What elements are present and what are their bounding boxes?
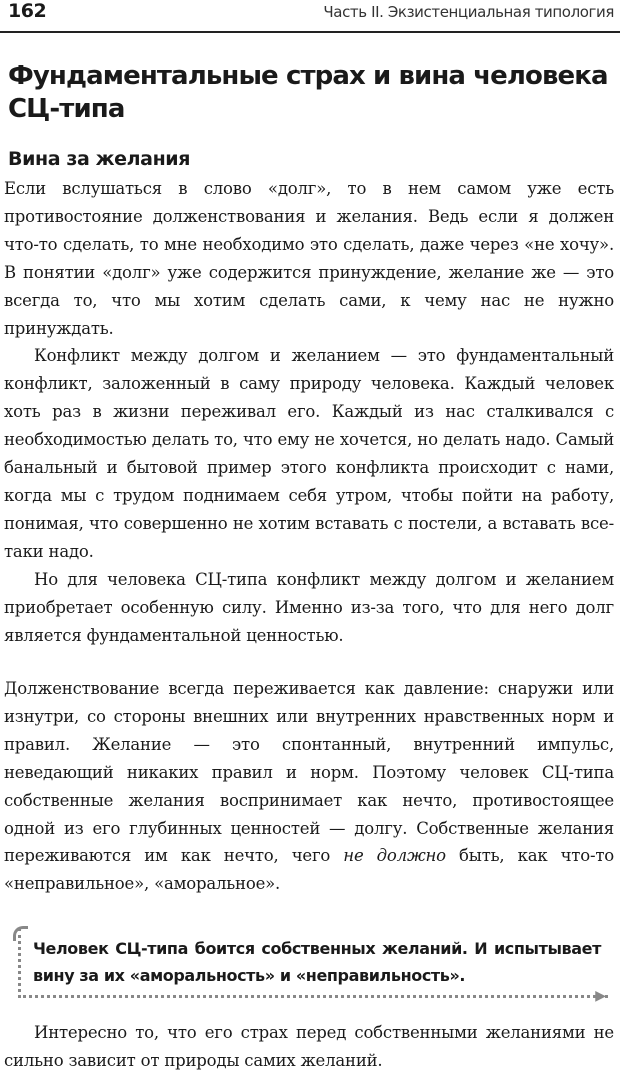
arrow-right-icon: ▶ — [595, 988, 606, 1004]
running-head — [0, 0, 620, 34]
body-text-block-2 — [4, 675, 614, 898]
paragraph — [4, 675, 614, 898]
header-rule — [0, 31, 620, 33]
body-text-block-1 — [4, 175, 614, 649]
paragraph: Если вслушаться в слово «долг», то в нем самом уже есть противостояние долженствования и желания. Ведь если я должен что-то сделать, то мне необходимо это сделать, даже через «не хочу». В понятии «долг» уже содержится принуждение, желание же — это всегда то, что мы хотим сделать сами, к чему нас не нужно принуждать. — [4, 179, 614, 338]
paragraph-text: быть, как что-то «неправильное», «аморальное». — [4, 846, 614, 894]
callout-box — [18, 928, 608, 1004]
paragraph-text: Долженствование всегда переживается как давление: снаружи или изнутри, со стороны внешних или внутренних нравственных норм и правил. Желание — это спонтанный, внутренний импульс, неведающий никаких правил и норм. Поэтому человек СЦ-типа собственные желания воспринимает как нечто, противостоящее одной из его глубинных ценностей — долгу. Собственные желания переживаются им как нечто, чего — [4, 679, 614, 866]
body-text-block-3 — [4, 1019, 614, 1075]
paragraph: Но для человека СЦ-типа конфликт между долгом и желанием приобретает особенную силу. Именно из-за того, что для него долг является фундаментальной ценностью. — [4, 569, 614, 645]
emphasis-text: не должно — [343, 846, 446, 866]
subsection-title: Вина за желания — [8, 148, 191, 170]
paragraph: Конфликт между долгом и желанием — это фундаментальный конфликт, заложенный в саму природу человека. Каждый человек хоть раз в жизни переживал его. Каждый из нас сталкивался с необходимостью делать то, что ему не хочется, но делать надо. Самый банальный и бытовой пример этого конфликта происходит с нами, когда мы с трудом поднимаем себя утром, чтобы пойти на работу, понимая, что совершенно не хотим вставать с постели, а вставать все-таки надо. — [4, 346, 614, 561]
running-title: Часть II. Экзистенциальная типология — [323, 3, 614, 21]
paragraph: Интересно то, что его страх перед собственными желаниями не сильно зависит от природы самих желаний. — [4, 1023, 614, 1070]
callout-hook-icon — [13, 926, 28, 941]
section-title: Фундаментальные страх и вина человека СЦ-типа — [8, 61, 608, 124]
callout-text: Человек СЦ-типа боится собственных желаний. И испытывает вину за их «аморальность» и «неправильность». — [33, 939, 601, 985]
page-number: 162 — [8, 0, 47, 22]
